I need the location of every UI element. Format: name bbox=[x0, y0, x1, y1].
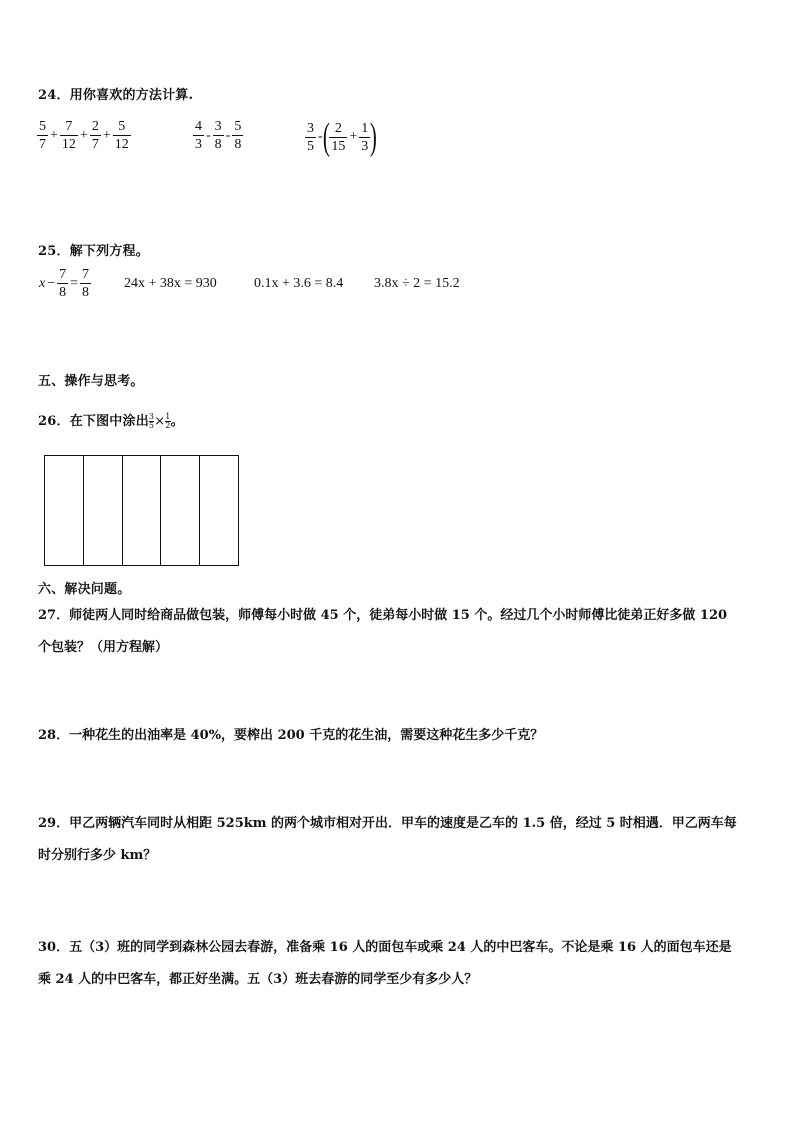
question-24-title: 24．用你喜欢的方法计算. bbox=[38, 88, 194, 103]
section-6-heading: 六、解决问题。 bbox=[38, 582, 131, 597]
rectangle-part[interactable] bbox=[123, 456, 162, 565]
expression-2: $\frac{4}{3}$ - $\frac{3}{8}$ - $\frac{5}{8}$ bbox=[195, 119, 242, 152]
question-25-title: 25．解下列方程。 bbox=[38, 244, 149, 259]
question-27-line-2: 个包装？（用方程解） bbox=[38, 640, 169, 655]
expression-1: $\frac{5}{7}$ + $\frac{7}{12}$ + $\frac{2}{7}$ + $\frac{5}{12}$ bbox=[39, 119, 129, 152]
question-26: 26．在下图中涂出 $\frac{3}{5}\times$ $\frac{1}{2}$。 bbox=[38, 412, 184, 430]
fraction: $\frac{7}{8}$ bbox=[82, 267, 90, 300]
question-30-line-1: 30．五（3）班的同学到森林公园去春游，准备乘 16 人的面包车或乘 24 人的中巴客车。不论是乘 16 人的面包车还是 bbox=[38, 940, 732, 955]
left-paren: ( bbox=[322, 116, 330, 158]
fraction: $\frac{7}{12}$ bbox=[61, 119, 76, 152]
right-paren: ) bbox=[370, 116, 378, 158]
fraction: $\frac{1}{2}$ bbox=[165, 412, 171, 430]
rectangle-part[interactable] bbox=[84, 456, 123, 565]
equation-4: 3.8x ÷ 2 = 15.2 bbox=[374, 276, 460, 291]
fraction: $\frac{4}{3}$ bbox=[195, 119, 202, 152]
equation-2: 24x + 38x = 930 bbox=[124, 276, 217, 291]
rectangle-part[interactable] bbox=[45, 456, 84, 565]
fraction: $\frac{3}{8}$ bbox=[214, 119, 222, 152]
rectangle-part[interactable] bbox=[200, 456, 238, 565]
equation-1: x − $\frac{7}{8}$ = $\frac{7}{8}$ bbox=[39, 267, 90, 300]
shading-rectangle[interactable] bbox=[44, 455, 239, 566]
expression-3: $\frac{3}{5}$ -( $\frac{2}{15}$ + $\frac{1}{3}$ ) bbox=[307, 116, 378, 158]
fraction: $\frac{5}{8}$ bbox=[234, 119, 242, 152]
rectangle-part[interactable] bbox=[161, 456, 200, 565]
fraction: $\frac{3}{5}$ bbox=[307, 120, 314, 154]
section-5-heading: 五、操作与思考。 bbox=[38, 374, 144, 389]
fraction: $\frac{2}{15}$ bbox=[331, 120, 346, 154]
fraction: $\frac{3}{5}$ bbox=[148, 412, 155, 430]
fraction: $\frac{7}{8}$ bbox=[59, 267, 67, 300]
fraction: $\frac{1}{3}$ bbox=[361, 120, 369, 154]
equation-3: 0.1x + 3.6 = 8.4 bbox=[254, 276, 344, 291]
question-30-line-2: 乘 24 人的中巴客车，都正好坐满。五（3）班去春游的同学至少有多少人？ bbox=[38, 972, 478, 987]
fraction: $\frac{5}{7}$ bbox=[39, 119, 46, 152]
fraction: $\frac{5}{12}$ bbox=[114, 119, 129, 152]
fraction: $\frac{2}{7}$ bbox=[91, 119, 99, 152]
question-27-line-1: 27．师徒两人同时给商品做包装，师傅每小时做 45 个，徒弟每小时做 15 个。经过几个小时师傅比徒弟正好多做 120 bbox=[38, 608, 728, 623]
question-28: 28．一种花生的出油率是 40%，要榨出 200 千克的花生油，需要这种花生多少千克？ bbox=[38, 728, 544, 743]
question-29-line-1: 29．甲乙两辆汽车同时从相距 525km 的两个城市相对开出．甲车的速度是乙车的 1.5 倍，经过 5 时相遇．甲乙两车每 bbox=[38, 816, 737, 831]
question-29-line-2: 时分别行多少 km？ bbox=[38, 848, 157, 863]
